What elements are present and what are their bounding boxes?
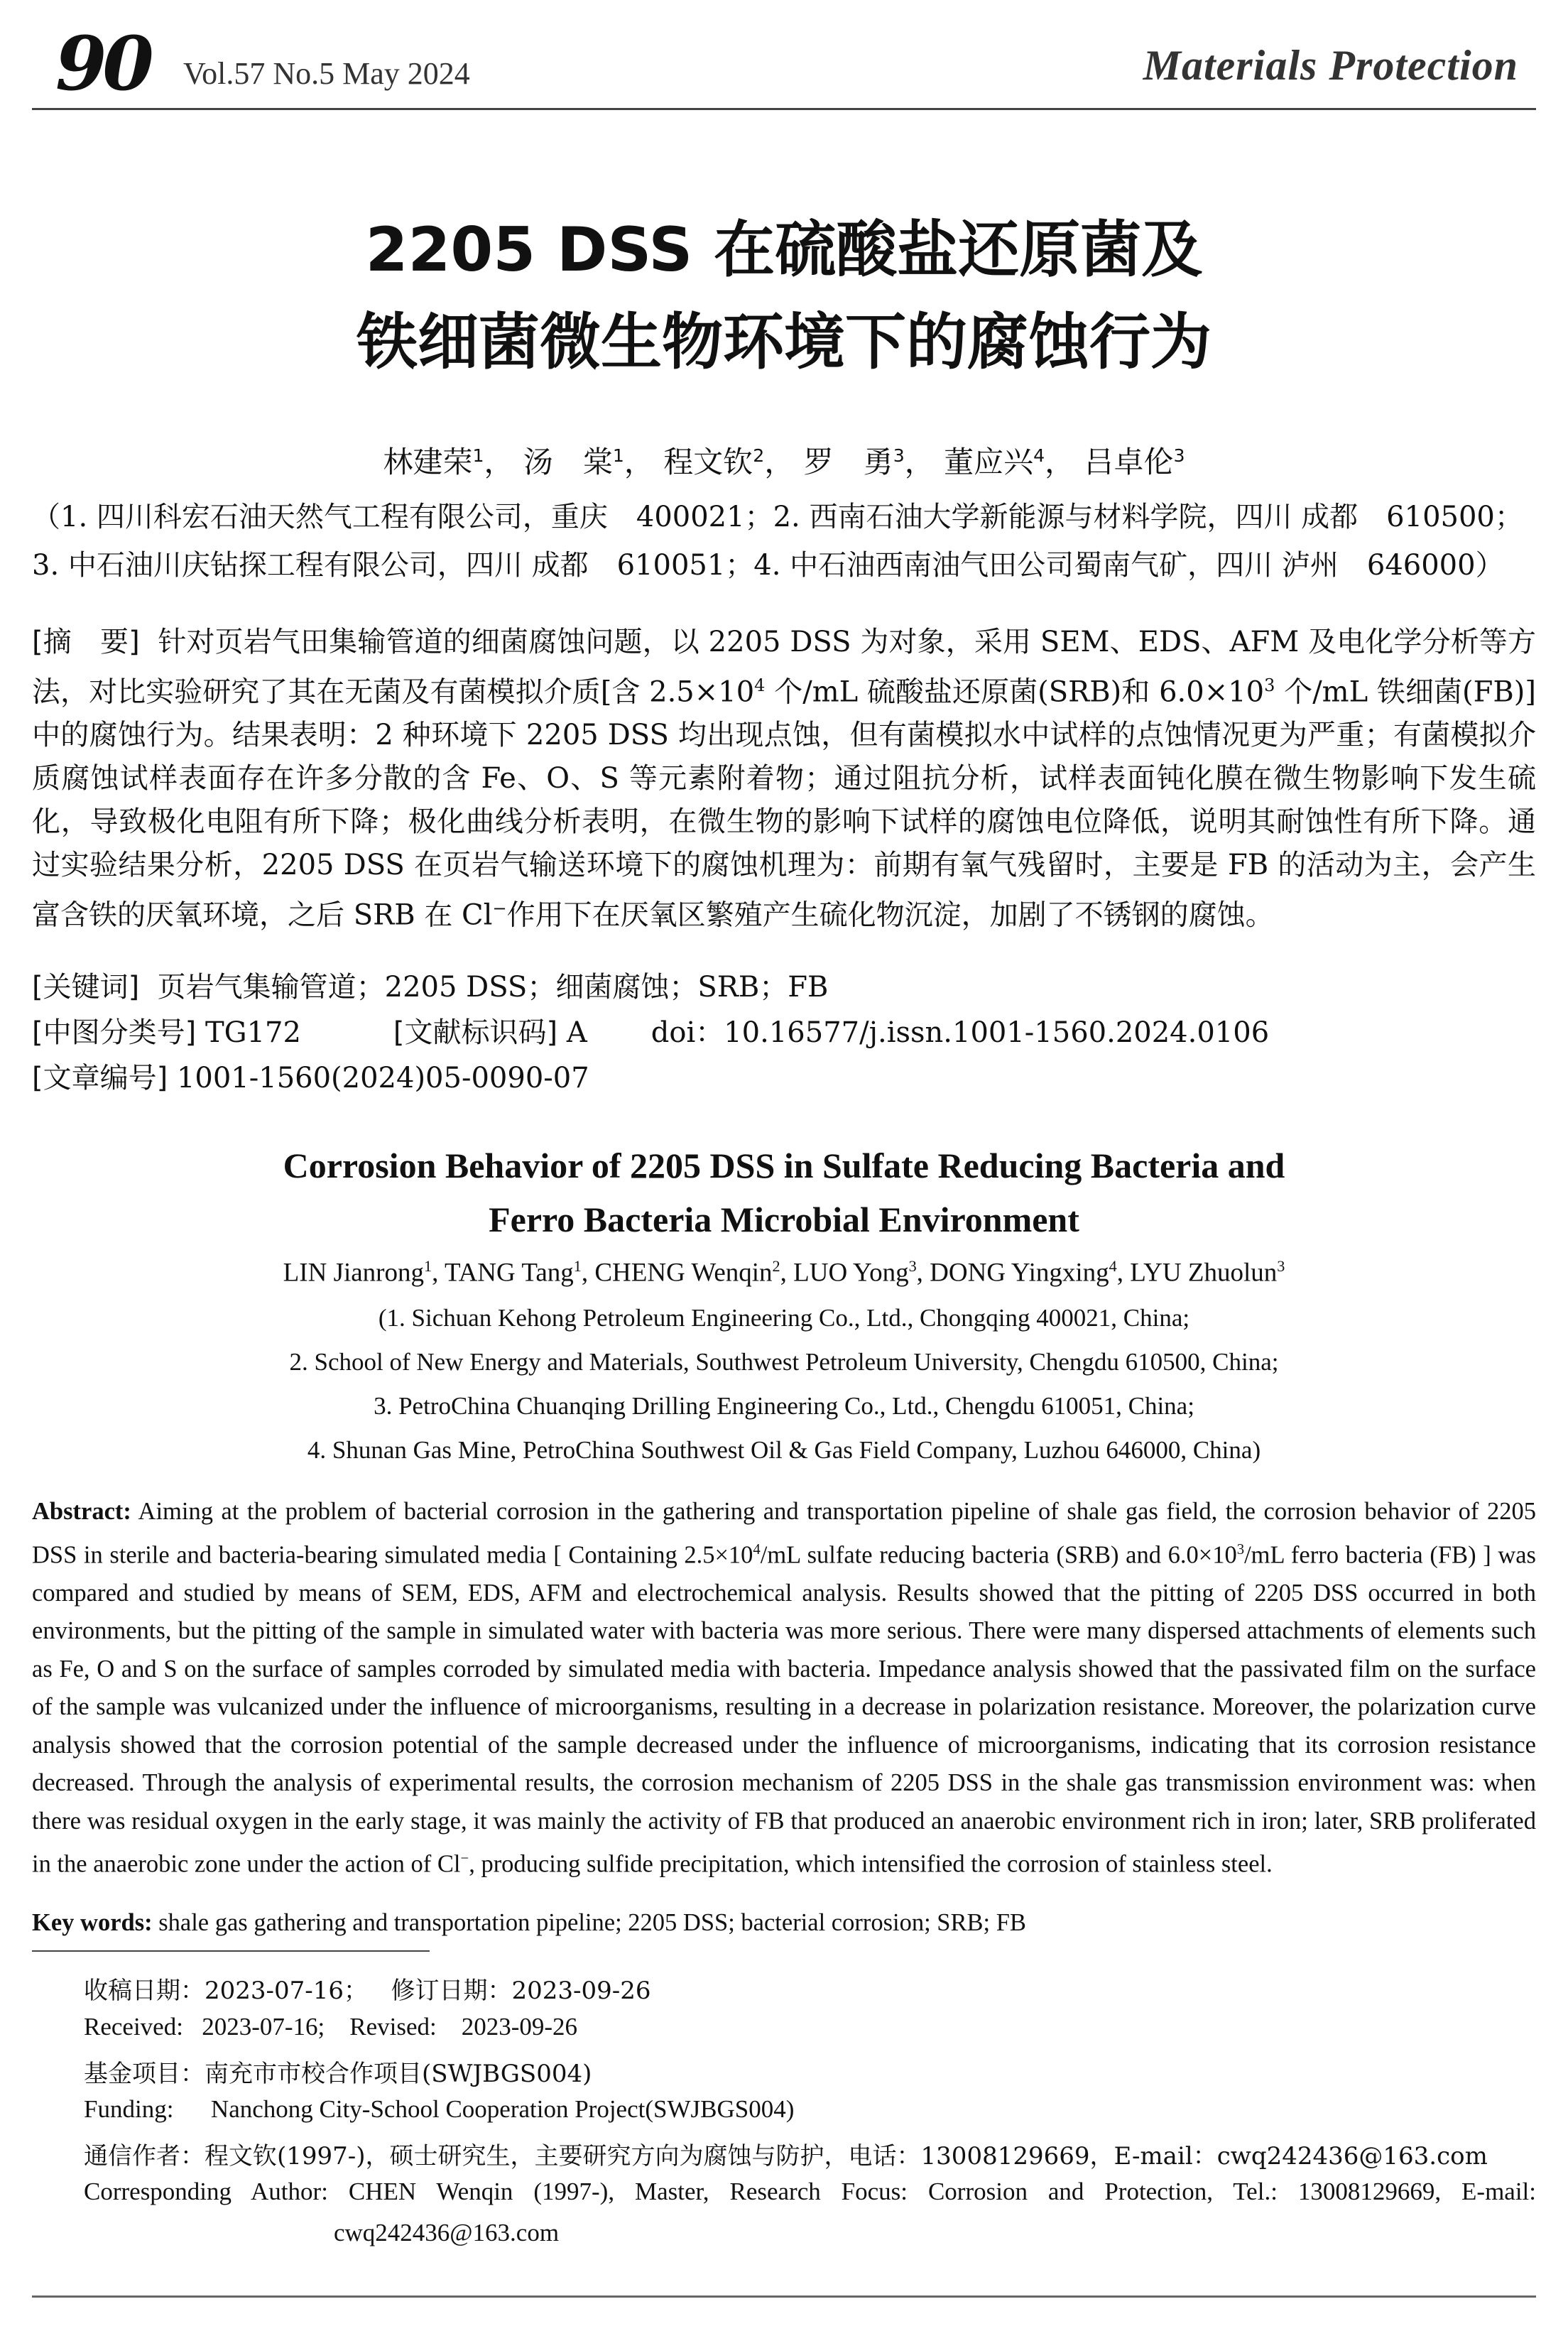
affiliation-en-line1: (1. Sichuan Kehong Petroleum Engineering Co., Ltd., Chongqing 400021, China; xyxy=(378,1304,1190,1332)
abstract-en-sup: 3 xyxy=(1236,1541,1245,1558)
author-aff-mark: 1 xyxy=(612,445,624,466)
author-aff-mark: 2 xyxy=(772,1257,780,1275)
abstract-cn-sup: 4 xyxy=(754,675,766,695)
author-en: LUO Yong xyxy=(793,1258,909,1288)
author-aff-mark: 3 xyxy=(893,445,905,466)
author-aff-mark: 3 xyxy=(1173,445,1185,466)
keywords-en xyxy=(32,1909,1536,1937)
abstract-cn-text: 作用下在厌氧区繁殖产生硫化物沉淀，加剧了不锈钢的腐蚀。 xyxy=(506,898,1274,932)
title-en-line2: Ferro Bacteria Microbial Environment xyxy=(489,1200,1079,1239)
abstract-cn-text: 个/mL 铁细菌(FB)]中的腐蚀行为。结果表明：2 种环境下 2205 DSS 均出现点蚀，但有菌模拟水中试样的点蚀情况更为严重；有菌模拟介质腐蚀试样表面存在许多分散的含 Fe、O、S 等元素附着物；通过阻抗分析，试样表面钝化膜在微生物影响下发生硫化，导致极化电阻有所下降；极化曲线分析表明，在微生物的影响下试样的腐蚀电位降低，说明其耐蚀性有所下降。通过实验结果分析，2205 DSS 在页岩气输送环境下的腐蚀机理为：前期有氧气残留时，主要是 FB 的活动为主，会产生富含铁的厌氧环境，之后 SRB 在 Cl xyxy=(32,675,1536,932)
authors-cn: 林建荣$^1$， 汤 棠$^1$， 程文钦$^2$， 罗 勇$^3$， 董应兴$^4$， 吕卓伦$^3$ xyxy=(383,445,1185,479)
corresponding-en-value: CHEN Wenqin (1997-), Master, Research Focus: Corrosion and Protection, Tel.: 13008129669, E-mail: xyxy=(348,2178,1536,2205)
abstract-en-sup: 4 xyxy=(753,1541,761,1558)
revised-cn-value: 2023-09-26 xyxy=(511,1977,651,2005)
revised-cn-label: 修订日期： xyxy=(391,1977,512,2005)
affiliation-cn-line1: （1. 四川科宏石油天然气工程有限公司，重庆 400021；2. 西南石油大学新能源与材料学院，四川 成都 610500； xyxy=(32,501,1523,533)
article-number-cn xyxy=(32,1057,1536,1100)
abstract-en-text: /mL sulfate reducing bacteria (SRB) and 6.0×10 xyxy=(760,1541,1237,1568)
author-aff-mark: 3 xyxy=(908,1257,917,1275)
author-cn: 林建荣 xyxy=(383,445,473,479)
footnote-received-cn xyxy=(84,1971,1536,2006)
footnote-corresponding-cn xyxy=(84,2136,1536,2171)
affiliation-en-line4: 4. Shunan Gas Mine, PetroChina Southwest Oil & Gas Field Company, Luzhou 646000, China) xyxy=(307,1436,1261,1464)
abstract-cn-text: 个/mL 硫酸盐还原菌(SRB)和 6.0×10 xyxy=(765,675,1265,709)
funding-cn-value: 南充市市校合作项目(SWJBGS004) xyxy=(205,2060,592,2088)
article-number-label: [文章编号] xyxy=(32,1062,168,1094)
corresponding-cn-value: 程文钦(1997-)，硕士研究生，主要研究方向为腐蚀与防护，电话：13008129669，E-mail：cwq242436@163.com xyxy=(205,2142,1488,2170)
abstract-en-text: Aiming at the problem of bacterial corrosion in the gathering and transportation pipeline of shale gas field, the corrosion behavior of 2205 DSS in sterile and bacteria-bearing simulated media [ Containing 2.5×10 xyxy=(32,1498,1536,1568)
author-en: TANG Tang xyxy=(444,1258,574,1288)
received-en-label: Received: xyxy=(84,2013,183,2041)
bottom-divider xyxy=(32,2295,1536,2298)
affiliation-en-line3: 3. PetroChina Chuanqing Drilling Engineering Co., Ltd., Chengdu 610051, China; xyxy=(374,1392,1194,1420)
received-en-value: 2023-07-16; xyxy=(202,2013,325,2041)
revised-en-value: 2023-09-26 xyxy=(461,2013,578,2041)
funding-en-label: Funding: xyxy=(84,2095,174,2123)
keywords-en-text: shale gas gathering and transportation pipeline; 2205 DSS; bacterial corrosion; SRB; FB xyxy=(152,1909,1026,1936)
author-en: LYU Zhuolun xyxy=(1130,1258,1278,1288)
abstract-en-text: /mL ferro bacteria (FB) ] was compared and studied by means of SEM, EDS, AFM and electrochemical analysis. Results showed that the pitting of 2205 DSS occurred in both environments, but the pitting of the sample in simulated water with bacteria was more serious. There were many dispersed attachments of elements such as Fe, O and S on the surface of samples corroded by simulated media with bacteria. Impedance analysis showed that the passivated film on the surface of the sample was vulcanized under the influence of microorganisms, resulting in a decrease in polarization resistance. Moreover, the polarization curve analysis showed that the corrosion potential of the sample decreased under the influence of microorganisms, indicating that its corrosion resistance decreased. Through the analysis of experimental results, the corrosion mechanism of 2205 DSS in the shale gas transmission environment was: when there was residual oxygen in the early stage, it was mainly the activity of FB that produced an anaerobic environment rich in iron; later, SRB proliferated in the anaerobic zone under the action of Cl xyxy=(32,1541,1536,1878)
received-cn-value: 2023-07-16； xyxy=(205,1977,369,2005)
keywords-cn-label: [关键词] xyxy=(32,971,140,1004)
footnote-funding-cn xyxy=(84,2054,1536,2089)
clc-label: [中图分类号] xyxy=(32,1016,197,1049)
keywords-en-label: Key words: xyxy=(32,1909,153,1936)
doc-code-label: [文献标识码] xyxy=(393,1016,558,1049)
funding-en-value: Nanchong City-School Cooperation Project(SWJBGS004) xyxy=(210,2095,795,2123)
title-cn-line2: 铁细菌微生物环境下的腐蚀行为 xyxy=(356,307,1212,378)
author-cn: 罗 勇 xyxy=(803,445,893,479)
authors-en: LIN Jianrong$^1$, TANG Tang$^1$, CHENG Wenqin$^2$, LUO Yong$^3$, DONG Yingxing$^4$, LYU Zhuolun$^3$ xyxy=(283,1257,1285,1288)
article-number-value: 1001-1560(2024)05-0090-07 xyxy=(176,1062,589,1094)
abstract-cn-sup: 3 xyxy=(1264,675,1275,695)
author-aff-mark: 3 xyxy=(1277,1257,1285,1275)
author-en: CHENG Wenqin xyxy=(594,1258,773,1288)
abstract-cn xyxy=(32,621,1536,938)
footnote-divider xyxy=(32,1950,430,1952)
author-aff-mark: 1 xyxy=(573,1257,582,1275)
footnote-corresponding-en xyxy=(84,2178,1536,2206)
corresponding-en-label: Corresponding Author: xyxy=(84,2178,328,2205)
header-divider xyxy=(32,108,1536,110)
affiliation-cn-line2: 3. 中石油川庆钻探工程有限公司，四川 成都 610051；4. 中石油西南油气田公司蜀南气矿，四川 泸州 646000） xyxy=(32,549,1504,582)
abstract-cn-label: [摘 要] xyxy=(32,626,140,658)
author-aff-mark: 1 xyxy=(472,445,484,466)
received-cn-label: 收稿日期： xyxy=(84,1977,205,2005)
clc-value: TG172 xyxy=(205,1016,301,1049)
abstract-en xyxy=(32,1493,1536,1884)
author-cn: 吕卓伦 xyxy=(1084,445,1174,479)
author-cn: 董应兴 xyxy=(944,445,1034,479)
footnote-funding-en xyxy=(84,2095,1536,2124)
doi-value: 10.16577/j.issn.1001-1560.2024.0106 xyxy=(724,1016,1270,1049)
author-en: LIN Jianrong xyxy=(283,1258,424,1288)
author-aff-mark: 2 xyxy=(753,445,765,466)
author-cn: 汤 棠 xyxy=(523,445,613,479)
keywords-cn xyxy=(32,966,1536,1009)
doc-code-value: A xyxy=(566,1016,587,1049)
doi-label: doi： xyxy=(650,1016,724,1049)
keywords-cn-text: 页岩气集输管道；2205 DSS；细菌腐蚀；SRB；FB xyxy=(157,971,829,1004)
corresponding-cn-label: 通信作者： xyxy=(84,2142,205,2170)
page-number: 90 xyxy=(55,20,150,107)
title-cn-line1: 2205 DSS 在硫酸盐还原菌及 xyxy=(365,214,1203,286)
classification-cn xyxy=(32,1011,1536,1055)
journal-name: Materials Protection xyxy=(1143,42,1518,89)
revised-en-label: Revised: xyxy=(349,2013,437,2041)
footnote-received-en xyxy=(84,2013,1536,2041)
author-en: DONG Yingxing xyxy=(930,1258,1109,1288)
abstract-cn-text: 针对页岩气田集输管道的细菌腐蚀问题，以 2205 DSS 为对象，采用 SEM、EDS、AFM 及电化学分析等方法，对比实验研究了其在无菌及有菌模拟介质[含 2.5×10 xyxy=(32,626,1536,709)
author-aff-mark: 4 xyxy=(1109,1257,1117,1275)
title-en-line1: Corrosion Behavior of 2205 DSS in Sulfate Reducing Bacteria and xyxy=(283,1146,1285,1185)
funding-cn-label: 基金项目： xyxy=(84,2060,205,2088)
abstract-en-sup: − xyxy=(460,1851,469,1867)
journal-volume-info: Vol.57 No.5 May 2024 xyxy=(183,56,470,91)
author-aff-mark: 4 xyxy=(1033,445,1045,466)
abstract-en-text: , producing sulfide precipitation, which intensified the corrosion of stainless steel. xyxy=(469,1850,1273,1878)
author-aff-mark: 1 xyxy=(424,1257,432,1275)
affiliation-en-line2: 2. School of New Energy and Materials, Southwest Petroleum University, Chengdu 610500, China; xyxy=(289,1348,1279,1376)
author-cn: 程文钦 xyxy=(663,445,753,479)
abstract-en-label: Abstract: xyxy=(32,1498,131,1525)
footnote-corresponding-email: cwq242436@163.com xyxy=(334,2219,560,2246)
abstract-cn-sup: − xyxy=(492,898,507,919)
